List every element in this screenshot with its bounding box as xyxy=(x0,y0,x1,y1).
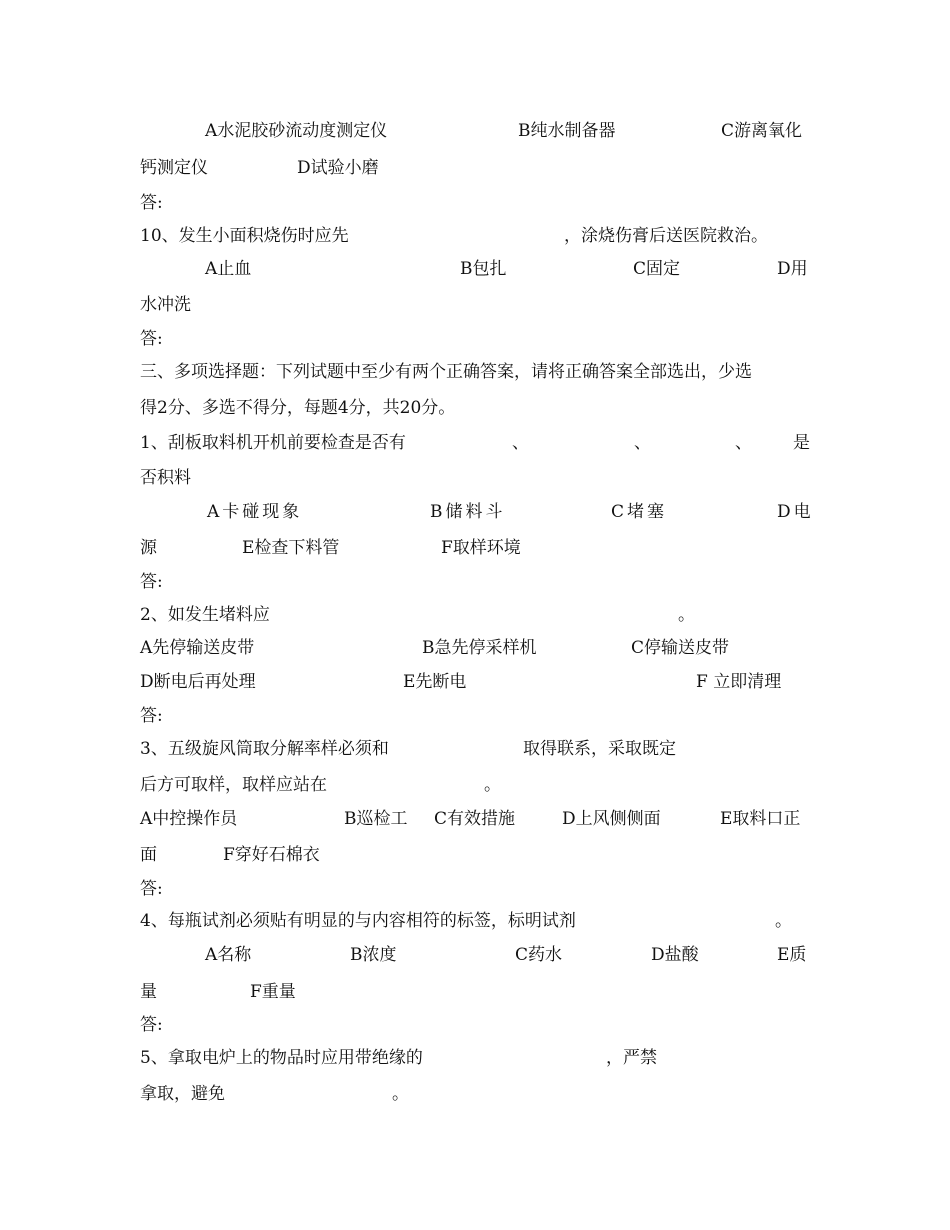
q10-option-d-continued: 水冲洗 xyxy=(140,295,191,315)
mq3-option-c: C有效措施 xyxy=(434,809,516,829)
q9-option-a: A水泥胶砂流动度测定仪 xyxy=(205,121,388,141)
mq1-option-b: B储料斗 xyxy=(430,502,506,522)
q9-option-d: D试验小磨 xyxy=(297,158,379,178)
mq2-option-f: F 立即清理 xyxy=(696,672,782,692)
section-3-heading-line2: 得2分、多选不得分，每题4分，共20分。 xyxy=(140,398,456,418)
mq2-option-b: B急先停采样机 xyxy=(422,638,537,658)
mq2-answer-label: 答: xyxy=(140,706,163,726)
mq5-end: 。 xyxy=(392,1084,409,1104)
mq4-option-d: D盐酸 xyxy=(651,945,699,965)
mq1-option-d: D电 xyxy=(777,502,814,522)
q9-answer-label: 答: xyxy=(140,193,163,213)
mq2-option-c: C停输送皮带 xyxy=(631,638,730,658)
q10-option-d: D用 xyxy=(777,259,808,279)
mq3-answer-label: 答: xyxy=(140,879,163,899)
mq3-option-b: B巡检工 xyxy=(344,809,408,829)
mq3-end: 。 xyxy=(484,775,501,795)
mq1-option-e: E检查下料管 xyxy=(242,538,340,558)
q10-answer-label: 答: xyxy=(140,329,163,349)
q10-option-a: A止血 xyxy=(205,259,252,279)
q9-option-b: B纯水制备器 xyxy=(518,121,616,141)
mq1-separator-2: 、 xyxy=(634,433,651,453)
mq3-option-a: A中控操作员 xyxy=(140,809,238,829)
q10-text-part1: 10、发生小面积烧伤时应先 xyxy=(140,226,349,246)
q10-text-part2: ，涂烧伤膏后送医院救治。 xyxy=(564,226,768,246)
mq3-text-part2: 取得联系，采取既定 xyxy=(523,739,676,759)
mq1-separator-1: 、 xyxy=(512,433,529,453)
mq2-text: 2、如发生堵料应 xyxy=(140,605,270,625)
section-3-heading-line1: 三、多项选择题：下列试题中至少有两个正确答案，请将正确答案全部选出，少选 xyxy=(140,362,752,382)
mq4-option-e-continued: 量 xyxy=(140,982,157,1002)
mq4-option-b: B浓度 xyxy=(350,945,397,965)
q10-option-c: C固定 xyxy=(633,259,681,279)
mq3-option-e-continued: 面 xyxy=(140,845,157,865)
mq1-separator-3: 、 xyxy=(735,433,752,453)
mq2-option-d: D断电后再处理 xyxy=(140,672,256,692)
mq4-option-a: A名称 xyxy=(205,945,252,965)
mq1-option-a: A卡碰现象 xyxy=(207,502,303,522)
mq3-text-part1: 3、五级旋风筒取分解率样必须和 xyxy=(140,739,389,759)
mq2-option-a: A先停输送皮带 xyxy=(140,638,255,658)
q9-option-c: C游离氧化 xyxy=(721,121,803,141)
q9-option-c-continued: 钙测定仪 xyxy=(140,158,208,178)
mq4-answer-label: 答: xyxy=(140,1015,163,1035)
mq4-end: 。 xyxy=(775,911,792,931)
mq2-option-e: E先断电 xyxy=(403,672,467,692)
mq4-option-e: E质 xyxy=(777,945,807,965)
mq3-option-f: F穿好石棉衣 xyxy=(223,845,320,865)
mq4-text: 4、每瓶试剂必须贴有明显的与内容相符的标签，标明试剂 xyxy=(140,911,576,931)
mq1-answer-label: 答: xyxy=(140,572,163,592)
mq1-option-c: C堵塞 xyxy=(611,502,668,522)
mq3-option-e: E取料口正 xyxy=(720,809,801,829)
mq3-option-d: D上风侧侧面 xyxy=(562,809,661,829)
mq3-text-part3: 后方可取样，取样应站在 xyxy=(140,775,327,795)
mq2-end: 。 xyxy=(678,605,695,625)
mq4-option-c: C药水 xyxy=(515,945,563,965)
mq1-option-d-continued: 源 xyxy=(140,538,157,558)
mq5-text-part2: ，严禁 xyxy=(606,1048,657,1068)
mq5-text-part1: 5、拿取电炉上的物品时应用带绝缘的 xyxy=(140,1048,423,1068)
mq1-text: 1、刮板取料机开机前要检查是否有 xyxy=(140,433,406,453)
mq1-text-tail-continued: 否积料 xyxy=(140,468,191,488)
mq4-option-f: F重量 xyxy=(250,982,296,1002)
q10-option-b: B包扎 xyxy=(460,259,507,279)
mq1-text-tail: 是 xyxy=(793,433,810,453)
mq1-option-f: F取样环境 xyxy=(441,538,521,558)
mq5-text-part3: 拿取，避免 xyxy=(140,1084,225,1104)
